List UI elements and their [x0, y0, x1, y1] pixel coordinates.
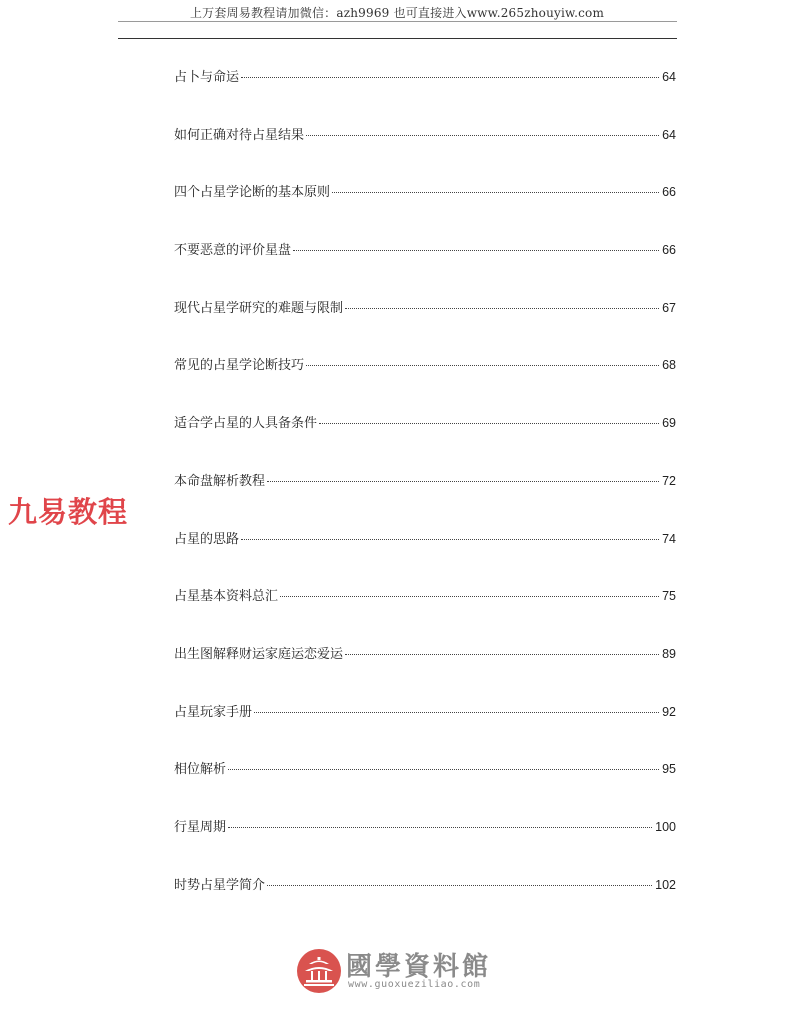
- toc-dot-leader: [332, 192, 659, 193]
- toc-entry-page: 64: [662, 70, 676, 84]
- header-divider: [118, 21, 677, 22]
- toc-dot-leader: [241, 77, 659, 78]
- toc-entry-title: 现代占星学研究的难题与限制: [174, 300, 344, 316]
- pavilion-icon: [296, 948, 342, 994]
- toc-entry-page: 72: [662, 473, 676, 488]
- toc-dot-leader: [228, 827, 652, 828]
- toc-entry[interactable]: [174, 412, 676, 470]
- toc-dot-leader: [345, 308, 659, 309]
- toc-dot-leader: [345, 654, 659, 655]
- toc-dot-leader: [293, 250, 659, 251]
- toc-entry-page: 74: [662, 531, 676, 546]
- toc-entry[interactable]: [174, 816, 676, 874]
- toc-entry-page: 100: [655, 819, 676, 834]
- toc-entry-title: 相位解析: [174, 762, 227, 778]
- logo-title: 國學資料館: [346, 952, 492, 982]
- toc-entry[interactable]: [174, 585, 676, 643]
- toc-entry-title: 常见的占星学论断技巧: [174, 358, 305, 374]
- toc-entry-title: 占星基本资料总汇: [174, 589, 279, 605]
- logo-url: www.guoxueziliao.com: [348, 979, 481, 990]
- toc-entry[interactable]: [174, 66, 676, 124]
- toc-entry-title: 占星玩家手册: [174, 704, 253, 720]
- header-rule: [118, 38, 677, 39]
- toc-entry-title: 行星周期: [174, 819, 227, 835]
- watermark-text: 九易教程: [8, 495, 129, 529]
- toc-entry-page: 102: [655, 877, 676, 892]
- toc-entry[interactable]: [174, 181, 676, 239]
- toc-entry-title: 占卜与命运: [174, 70, 240, 85]
- toc-entry-page: 75: [662, 589, 676, 604]
- toc-entry-page: 64: [662, 127, 676, 142]
- toc-entry-page: 92: [662, 704, 676, 719]
- toc-entry-page: 89: [662, 646, 676, 661]
- toc-entry[interactable]: [174, 643, 676, 701]
- toc-entry-title: 如何正确对待占星结果: [174, 127, 305, 143]
- toc-entry[interactable]: [174, 528, 676, 586]
- toc-entry-title: 不要恶意的评价星盘: [174, 243, 292, 259]
- toc-entry[interactable]: [174, 874, 676, 932]
- toc-entry[interactable]: [174, 758, 676, 816]
- toc-entry-title: 时势占星学简介: [174, 877, 266, 893]
- toc-dot-leader: [306, 135, 659, 136]
- toc-entry-title: 出生图解释财运家庭运恋爱运: [174, 646, 344, 662]
- toc-dot-leader: [280, 596, 659, 597]
- toc-dot-leader: [267, 885, 652, 886]
- toc-entry[interactable]: [174, 701, 676, 759]
- toc-dot-leader: [254, 712, 659, 713]
- toc-entry-page: 69: [662, 416, 676, 431]
- toc-dot-leader: [241, 539, 659, 540]
- toc-entry-title: 本命盘解析教程: [174, 473, 266, 489]
- toc-dot-leader: [267, 481, 659, 482]
- toc-entry-page: 67: [662, 300, 676, 315]
- toc-entry-page: 95: [662, 762, 676, 777]
- toc-entry[interactable]: [174, 470, 676, 528]
- toc-dot-leader: [319, 423, 659, 424]
- footer-logo: [296, 946, 506, 998]
- toc-dot-leader: [228, 769, 659, 770]
- toc-entry-page: 68: [662, 358, 676, 373]
- toc-entry[interactable]: [174, 124, 676, 182]
- toc-entry[interactable]: [174, 239, 676, 297]
- toc-entry-title: 适合学占星的人具备条件: [174, 416, 318, 432]
- toc-entry-title: 占星的思路: [174, 531, 240, 547]
- toc-entry[interactable]: [174, 354, 676, 412]
- toc-entry-title: 四个占星学论断的基本原则: [174, 185, 331, 201]
- toc-dot-leader: [306, 365, 659, 366]
- table-of-contents: [174, 66, 676, 931]
- toc-entry-page: 66: [662, 243, 676, 258]
- page-header: 上万套周易教程请加微信：azh9969 也可直接进入www.265zhouyiw.com: [189, 6, 605, 20]
- toc-entry-page: 66: [662, 185, 676, 200]
- toc-entry[interactable]: [174, 297, 676, 355]
